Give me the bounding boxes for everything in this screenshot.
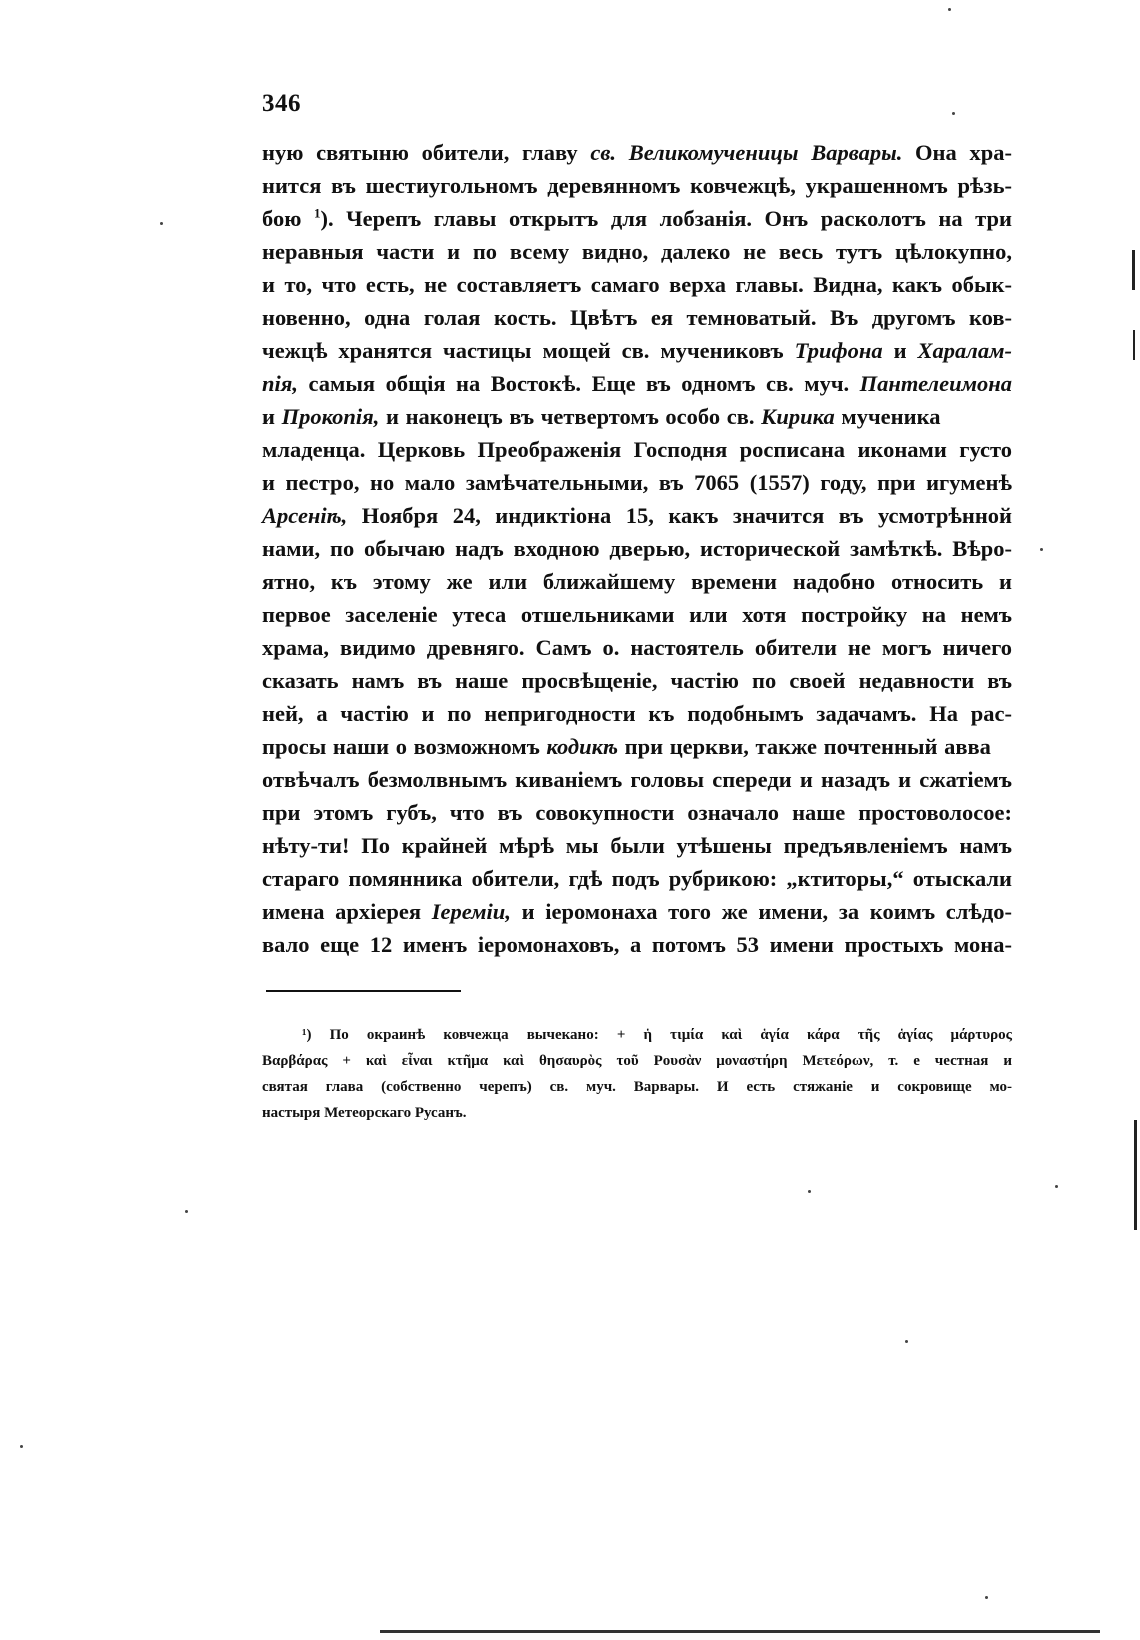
footnotes [262,1022,1012,1126]
text-line [262,730,1012,763]
text-segment: Іеремiи, [431,899,511,924]
text-line [262,829,1012,862]
text-line [262,334,1012,367]
text-segment: кодикѣ [546,734,619,759]
footnote-divider [266,990,461,992]
text-segment: и пестро, но мало замѣчательными, въ 7065 (1557) году, при игуменѣ [262,470,1012,495]
text-segment: храма, видимо древняго. Самъ о. настоятель обители не могъ ничего [262,635,1012,660]
text-line [262,631,1012,664]
text-segment: и то, что есть, не составляетъ самаго верха главы. Видна, какъ обык- [262,272,1012,297]
text-segment: и [882,338,918,363]
text-segment: Арсеніѣ, [262,503,348,528]
text-segment: Она хра- [902,140,1012,165]
scan-speck [985,1596,988,1599]
text-segment: новенно, одна голая кость. Цвѣтъ ея темноватый. Въ другомъ ков- [262,305,1012,330]
text-line [262,136,1012,169]
scan-speck [808,1190,811,1193]
text-segment: ней, а частію и по непригодности къ подобнымъ задачамъ. На рас- [262,701,1012,726]
text-segment: отвѣчалъ безмолвнымъ киваніемъ головы спереди и назадъ и сжатіемъ [262,767,1012,792]
text-segment: ную святыню обители, главу [262,140,591,165]
page-number: 346 [262,90,301,117]
footnote-line: святая глава (собственно черепъ) св. муч. Варвары. И есть стяжаніе и сокровище мо- [262,1079,1012,1095]
scan-speck [185,1210,188,1213]
scan-bottom-edge [380,1630,1100,1633]
text-segment: при этомъ губъ, что въ совокупности означало наше простоволосое: [262,800,1012,825]
scan-edge-mark [1133,330,1135,360]
text-segment: нѣту-ти! По крайней мѣрѣ мы были утѣшены предъявленіемъ намъ [262,833,1012,858]
text-segment: младенца. Церковь Преображенія Господня росписана иконами густо [262,437,1012,462]
text-segment: Кирика [761,404,835,429]
text-line [262,664,1012,697]
text-segment: и іеромонаха того же имени, за коимъ слѣдо- [510,899,1012,924]
text-segment: имена архіерея [262,899,432,924]
text-segment: при церкви, также почтенный авва [618,734,991,759]
scan-speck [952,112,955,115]
text-line [262,598,1012,631]
text-segment: Пантелеимона [859,371,1012,396]
text-segment: нами, по обычаю надъ входною дверью, исторической замѣткѣ. Вѣро- [262,536,1012,561]
scan-speck [1040,548,1043,551]
text-segment: бою [262,206,314,231]
text-line [262,928,1012,961]
scan-edge-mark [1134,1120,1137,1230]
text-segment: Прокопія, [281,404,380,429]
text-segment: Ноября 24, индиктіона 15, какъ значится въ усмотрѣнной [347,503,1012,528]
text-line [262,565,1012,598]
scan-edge-mark [1132,250,1135,290]
text-line [262,499,1012,532]
text-line [262,367,1012,400]
text-segment: ). Черепъ главы открытъ для лобзанія. Онъ расколотъ на три [320,206,1012,231]
text-line [262,466,1012,499]
scan-speck [20,1445,23,1448]
scan-speck [1055,1185,1058,1188]
text-segment: Харалам- [917,338,1013,363]
text-line [262,895,1012,928]
text-line [262,301,1012,334]
scan-speck [948,8,951,11]
text-segment: и [262,404,282,429]
footnote-line: настыря Метеорскаго Русанъ. [262,1105,467,1121]
text-segment: сказать намъ въ наше просвѣщеніе, частію по своей недавности въ [262,668,1012,693]
text-line [262,862,1012,895]
text-line [262,235,1012,268]
text-segment: самыя общія на Востокѣ. Еще въ одномъ св. муч. [297,371,860,396]
text-line [262,796,1012,829]
text-segment: св. Великомученицы Варвары. [590,140,903,165]
scan-speck [905,1340,908,1343]
text-segment: нится въ шестиугольномъ деревянномъ ковчежцѣ, украшенномъ рѣзь- [262,173,1012,198]
text-line [262,697,1012,730]
text-segment: первое заселеніе утеса отшельниками или хотя постройку на немъ [262,602,1012,627]
text-segment: вало еще 12 именъ іеромонаховъ, а потомъ 53 имени простыхъ мона- [262,932,1012,957]
text-line [262,202,1012,235]
text-line [262,268,1012,301]
text-segment: стараго помянника обители, гдѣ подъ рубрикою: „ктиторы,“ отыскали [262,866,1012,891]
text-segment: неравныя части и по всему видно, далеко не весь тутъ цѣлокупно, [262,239,1012,264]
text-line [262,433,1012,466]
main-text [262,136,1012,961]
text-segment: Трифона [794,338,883,363]
scan-speck [160,222,163,225]
text-segment: и наконецъ въ четвертомъ особо св. [379,404,762,429]
text-segment: пія, [262,371,298,396]
footnote-line: Βαρβάρας + καὶ εἶναι κτῆμα καὶ θησαυρὸς τοῦ Ρουσὰν μοναστήρη Μετεόρων, т. е честная и [262,1053,1012,1069]
footnote-ref: 1 [313,205,321,221]
text-line [262,169,1012,202]
text-segment: мученика [834,404,941,429]
text-segment: чежцѣ хранятся частицы мощей св. мучениковъ [262,338,795,363]
text-line [262,400,1012,433]
text-line [262,763,1012,796]
footnote-line: ¹) По окраинѣ ковчежца вычекано: + ἡ τιμία καὶ ἁγία κάρα τῆς ἁγίας μάρτυρος [302,1027,1012,1043]
text-segment: ятно, къ этому же или ближайшему времени надобно относить и [262,569,1012,594]
text-line [262,532,1012,565]
text-segment: просы наши о возможномъ [262,734,547,759]
